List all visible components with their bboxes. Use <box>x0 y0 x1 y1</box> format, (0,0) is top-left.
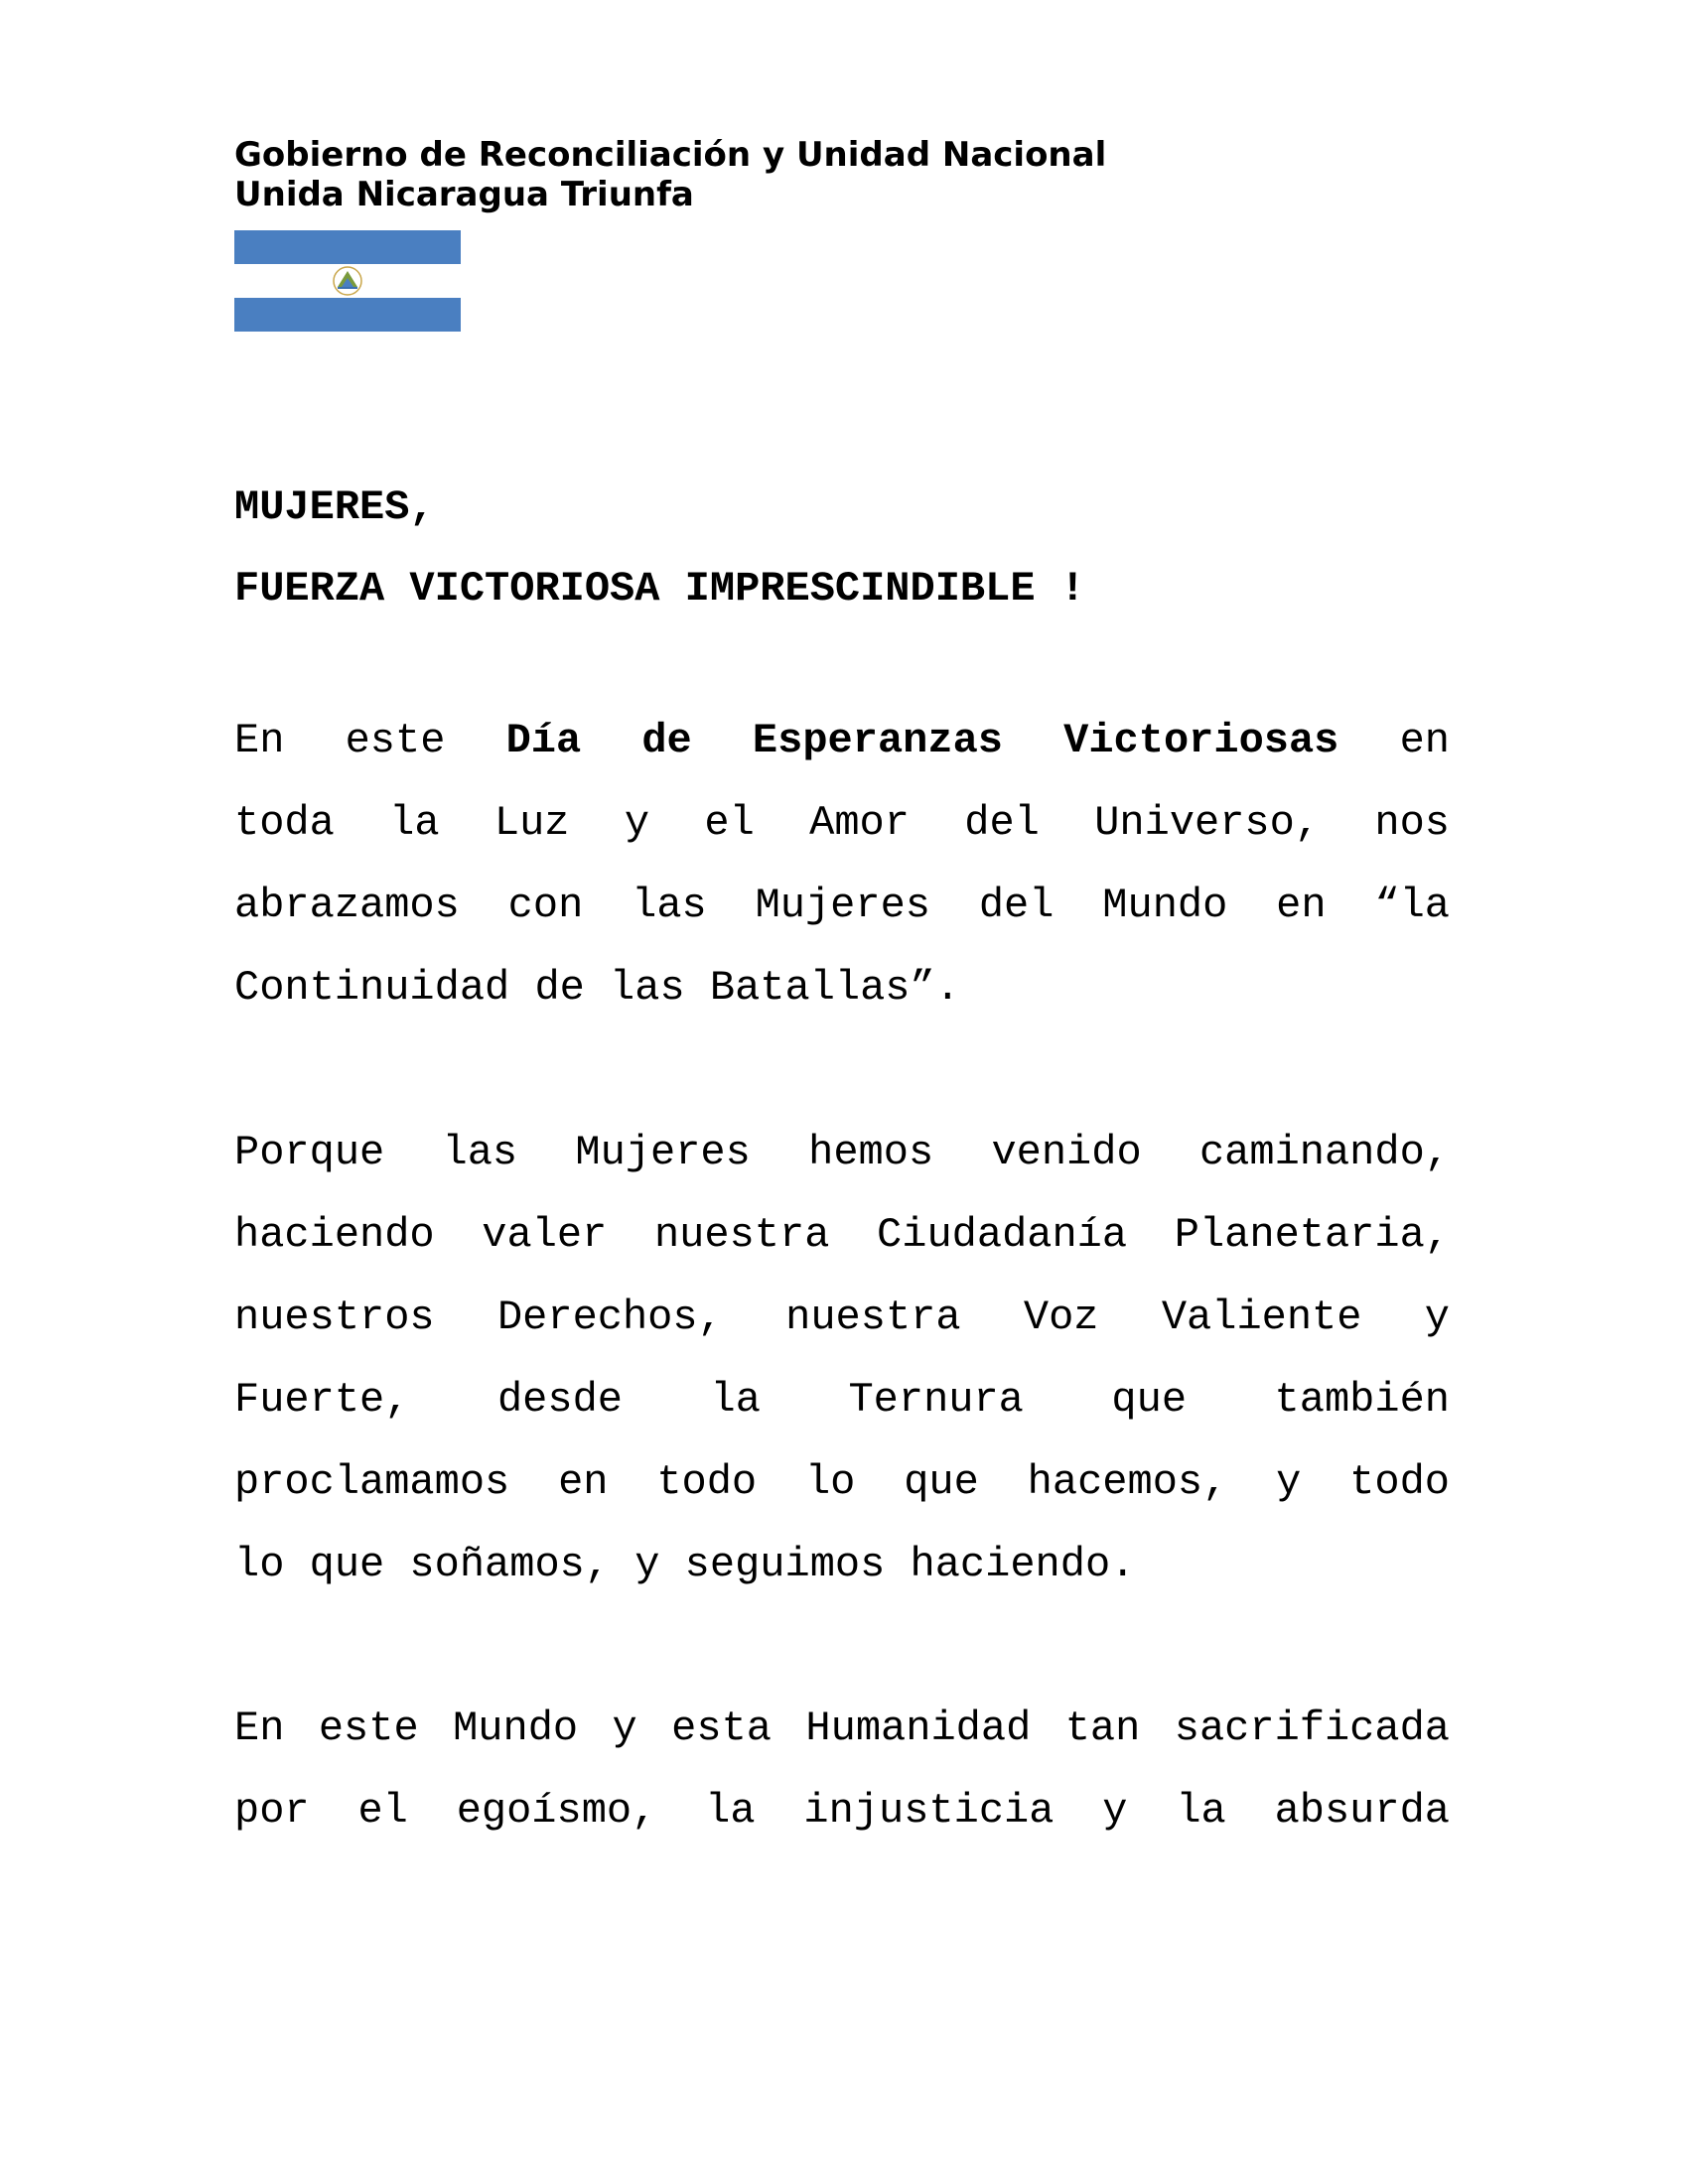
title-line-2: FUERZA VICTORIOSA IMPRESCINDIBLE ! <box>234 565 1085 613</box>
header-government-name: Gobierno de Reconciliación y Unidad Nacional <box>234 135 1107 175</box>
document-title <box>234 467 1085 629</box>
paragraph-1-line-3: abrazamos con las Mujeres del Mundo en “la <box>234 882 1450 929</box>
paragraph-1-line-4: Continuidad de las Batallas”. <box>234 964 960 1012</box>
header <box>234 135 1106 214</box>
paragraph-3-line-1: En este Mundo y esta Humanidad tan sacrificada <box>234 1705 1450 1752</box>
paragraph-1 <box>234 700 1450 1029</box>
paragraph-2-line-6: lo que soñamos, y seguimos haciendo. <box>234 1541 1136 1588</box>
title-line-1: MUJERES, <box>234 483 435 531</box>
p1-line1-pre: En este <box>234 717 446 764</box>
paragraph-2 <box>234 1112 1450 1606</box>
nicaragua-flag-icon <box>234 230 461 332</box>
paragraph-2-line-5: proclamamos en todo lo que hacemos, y todo <box>234 1458 1450 1506</box>
paragraph-1-line-2: toda la Luz y el Amor del Universo, nos <box>234 799 1450 847</box>
header-slogan: Unida Nicaragua Triunfa <box>234 175 694 214</box>
paragraph-2-line-1: Porque las Mujeres hemos venido caminando, <box>234 1129 1450 1176</box>
paragraph-2-line-4: Fuerte, desde la Ternura que también <box>234 1376 1450 1424</box>
paragraph-3 <box>234 1688 1450 1852</box>
paragraph-1-line-1 <box>234 700 1450 782</box>
paragraph-2-line-3: nuestros Derechos, nuestra Voz Valiente y <box>234 1294 1450 1341</box>
paragraph-3-line-2: por el egoísmo, la injusticia y la absurda <box>234 1787 1450 1835</box>
p1-line1-post: en <box>1399 717 1450 764</box>
paragraph-2-line-2: haciendo valer nuestra Ciudadanía Planetaria, <box>234 1211 1450 1259</box>
p1-bold-phrase: Día de Esperanzas Victoriosas <box>505 717 1339 764</box>
